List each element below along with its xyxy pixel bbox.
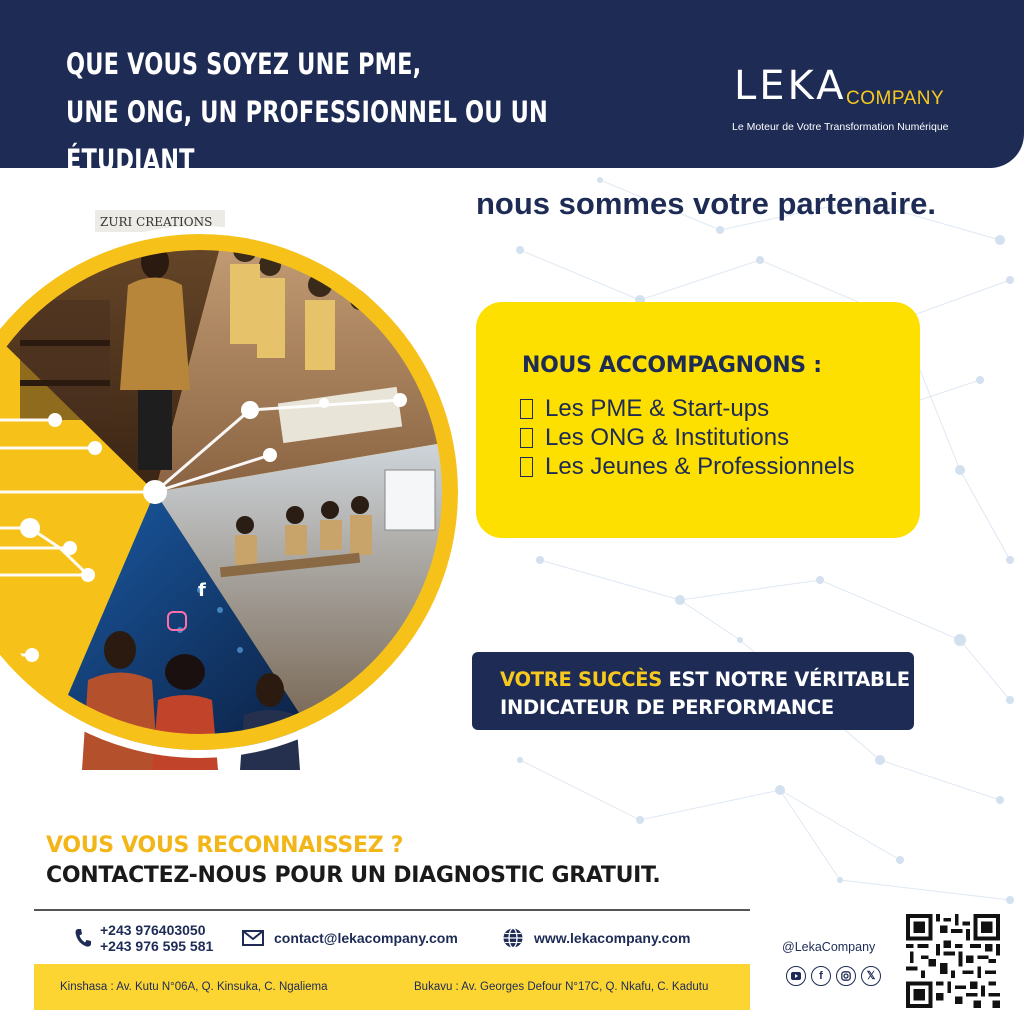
- banner-line-1: EST NOTRE VÉRITABLE: [662, 668, 910, 691]
- logo-word: LEKA: [734, 63, 847, 109]
- list-item: [520, 423, 855, 452]
- x-icon[interactable]: 𝕏: [861, 966, 881, 986]
- checkbox-icon: [520, 428, 533, 448]
- services-title: NOUS ACCOMPAGNONS :: [522, 353, 822, 378]
- success-banner: [472, 652, 914, 730]
- qr-code[interactable]: [906, 914, 1000, 1008]
- brand-logo: [728, 64, 978, 144]
- logo-tagline: Le Moteur de Votre Transformation Numérique: [732, 121, 949, 133]
- address-bar: [34, 964, 750, 1010]
- list-item: [520, 394, 855, 423]
- phone-number-2[interactable]: +243 976 595 581: [100, 938, 214, 954]
- social-handle[interactable]: @LekaCompany: [782, 940, 876, 954]
- phone-number-1[interactable]: +243 976403050: [100, 922, 206, 938]
- phone-contact[interactable]: [74, 918, 213, 958]
- email-link[interactable]: contact@lekacompany.com: [274, 930, 458, 946]
- service-label: Les Jeunes & Professionnels: [545, 452, 855, 480]
- partner-statement: nous sommes votre partenaire.: [476, 186, 936, 221]
- address-kinshasa: Kinshasa : Av. Kutu N°06A, Q. Kinsuka, C. Ngaliema: [60, 981, 328, 993]
- checkbox-icon: [520, 457, 533, 477]
- cta-question: VOUS VOUS RECONNAISSEZ ?: [46, 833, 404, 858]
- email-contact[interactable]: [242, 918, 458, 958]
- social-icons: [786, 966, 881, 986]
- address-bukavu: Bukavu : Av. Georges Defour N°17C, Q. Nkafu, C. Kadutu: [414, 981, 709, 993]
- services-card: [476, 302, 920, 538]
- shop-sign-text: ZURI CREATIONS: [100, 215, 213, 229]
- website-contact[interactable]: [502, 918, 690, 958]
- banner-text: [500, 666, 910, 722]
- service-label: Les PME & Start-ups: [545, 394, 770, 422]
- youtube-icon[interactable]: [786, 966, 806, 986]
- banner-accent: VOTRE SUCCÈS: [500, 668, 663, 691]
- list-item: [520, 452, 855, 481]
- services-list: [520, 394, 855, 481]
- photo-collage: [0, 180, 470, 810]
- header-band: [0, 0, 1024, 177]
- phone-icon: [74, 928, 92, 948]
- instagram-icon[interactable]: [836, 966, 856, 986]
- banner-line-2: INDICATEUR DE PERFORMANCE: [500, 696, 834, 719]
- mail-icon: [242, 930, 264, 946]
- website-link[interactable]: www.lekacompany.com: [534, 930, 691, 946]
- headline: [66, 40, 599, 184]
- svg-text:f: f: [198, 580, 206, 601]
- globe-icon: [502, 927, 524, 949]
- service-label: Les ONG & Institutions: [545, 423, 790, 451]
- headline-line-2: UNE ONG, UN PROFESSIONNEL OU UN ÉTUDIANT: [66, 95, 549, 177]
- logo-company: COMPANY: [846, 88, 945, 109]
- cta-action: CONTACTEZ-NOUS POUR UN DIAGNOSTIC GRATUIT.: [46, 863, 661, 888]
- headline-line-1: QUE VOUS SOYEZ UNE PME,: [66, 47, 422, 81]
- checkbox-icon: [520, 399, 533, 419]
- divider: [34, 909, 750, 911]
- facebook-icon[interactable]: f: [811, 966, 831, 986]
